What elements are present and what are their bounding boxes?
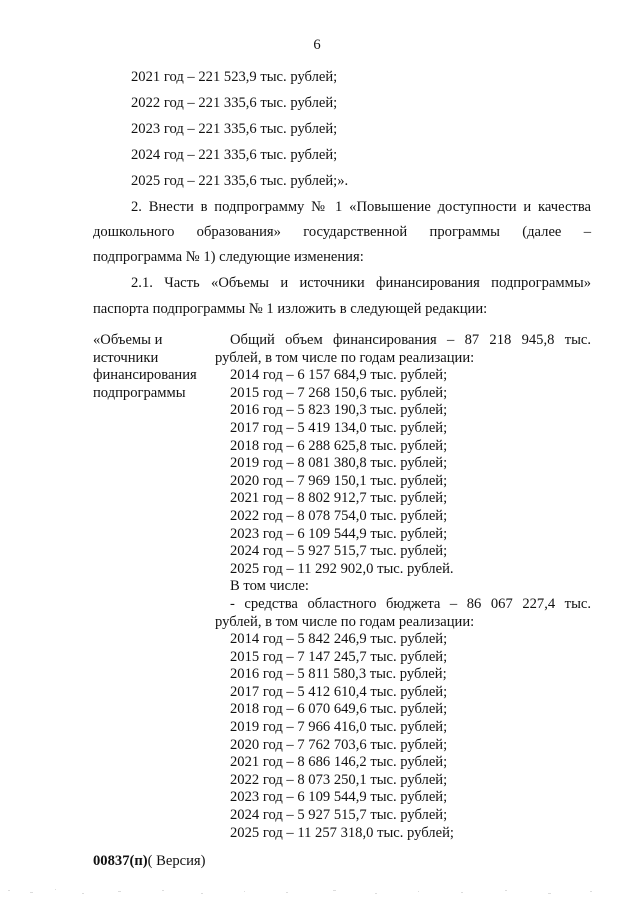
regional-year-line: 2023 год – 6 109 544,9 тыс. рублей; (230, 789, 448, 806)
total-year-line: 2014 год – 6 157 684,9 тыс. рублей; (230, 367, 448, 384)
regional-year-line: 2025 год – 11 257 318,0 тыс. рублей; (230, 824, 454, 841)
document-version: ( Версия) (147, 853, 206, 869)
in-that-number-line: В том числе: (230, 578, 309, 595)
scan-noise-strip (0, 881, 634, 899)
total-year-line: 2018 год – 6 288 625,8 тыс. рублей; (230, 437, 448, 454)
regional-year-line: 2014 год – 5 842 246,9 тыс. рублей; (230, 631, 448, 648)
total-year-line: 2017 год – 5 419 134,0 тыс. рублей; (230, 419, 448, 436)
total-year-line: 2022 год – 8 078 754,0 тыс. рублей; (230, 507, 448, 524)
paragraph-2-line-2: дошкольного образования» государственной программы (далее – (93, 224, 591, 240)
regional-year-line: 2024 год – 5 927 515,7 тыс. рублей; (230, 807, 448, 824)
regional-year-line: 2021 год – 8 686 146,2 тыс. рублей; (230, 754, 448, 771)
label-line: финансирования (93, 367, 197, 384)
intro-year-line: 2021 год – 221 523,9 тыс. рублей; (131, 69, 338, 85)
regional-year-line: 2022 год – 8 073 250,1 тыс. рублей; (230, 771, 448, 788)
financing-details-cell (215, 332, 591, 842)
page-number: 6 (313, 37, 321, 53)
paragraph-2-line-1: 2. Внести в подпрограмму № 1 «Повышение доступности и качества (131, 199, 591, 215)
total-year-line: 2019 год – 8 081 380,8 тыс. рублей; (230, 455, 448, 472)
regional-year-line: 2019 год – 7 966 416,0 тыс. рублей; (230, 719, 448, 736)
regional-year-line: 2017 год – 5 412 610,4 тыс. рублей; (230, 683, 448, 700)
total-year-line: 2016 год – 5 823 190,3 тыс. рублей; (230, 402, 448, 419)
regional-year-line: 2015 год – 7 147 245,7 тыс. рублей; (230, 648, 448, 665)
intro-year-line: 2024 год – 221 335,6 тыс. рублей; (131, 147, 338, 163)
regional-budget-line-2: рублей, в том числе по годам реализации: (215, 613, 475, 630)
intro-year-line: 2025 год – 221 335,6 тыс. рублей;». (131, 173, 349, 189)
label-line: подпрограммы (93, 384, 186, 401)
regional-year-line: 2016 год – 5 811 580,3 тыс. рублей; (230, 666, 447, 683)
total-financing-line-2: рублей, в том числе по годам реализации: (215, 349, 475, 366)
paragraph-2-line-3: подпрограмма № 1) следующие изменения: (93, 249, 364, 265)
total-year-line: 2023 год – 6 109 544,9 тыс. рублей; (230, 525, 448, 542)
total-year-line: 2020 год – 7 969 150,1 тыс. рублей; (230, 472, 448, 489)
label-line: источники (93, 349, 159, 366)
regional-year-line: 2018 год – 6 070 649,6 тыс. рублей; (230, 701, 448, 718)
regional-year-line: 2020 год – 7 762 703,6 тыс. рублей; (230, 736, 448, 753)
intro-year-line: 2022 год – 221 335,6 тыс. рублей; (131, 95, 338, 111)
total-financing-line-1: Общий объем финансирования – 87 218 945,8 тыс. (230, 332, 591, 348)
document-footer (93, 852, 206, 870)
intro-year-line: 2023 год – 221 335,6 тыс. рублей; (131, 121, 338, 137)
total-year-line: 2021 год – 8 802 912,7 тыс. рублей; (230, 490, 448, 507)
total-year-line: 2025 год – 11 292 902,0 тыс. рублей. (230, 560, 454, 577)
paragraph-2-1-line-1: 2.1. Часть «Объемы и источники финансирования подпрограммы» (131, 275, 591, 291)
label-line: «Объемы и (93, 332, 163, 348)
paragraph-2-1-line-2: паспорта подпрограммы № 1 изложить в следующей редакции: (93, 301, 488, 317)
total-year-line: 2015 год – 7 268 150,6 тыс. рублей; (230, 384, 448, 401)
total-year-line: 2024 год – 5 927 515,7 тыс. рублей; (230, 543, 448, 560)
document-code: 00837(п) (93, 853, 148, 869)
regional-budget-line-1: - средства областного бюджета – 86 067 227,4 тыс. (230, 595, 591, 612)
financing-label-cell (93, 332, 215, 402)
